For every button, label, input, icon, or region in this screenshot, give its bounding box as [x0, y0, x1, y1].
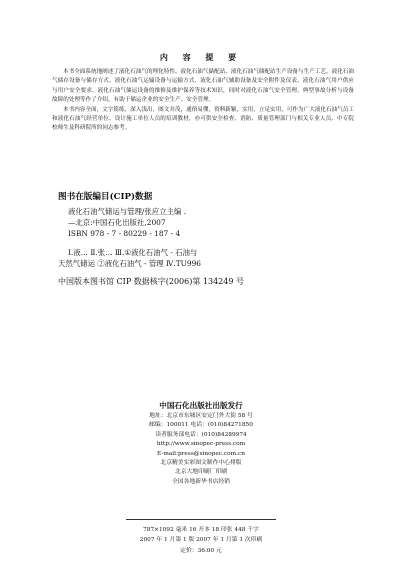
cip-classification-line: 天然气储运 ②液化石油气 - 管理 Ⅳ.TU996: [58, 258, 201, 268]
divider: [126, 519, 276, 520]
cip-isbn-line: ISBN 978 - 7 - 80229 - 187 - 4: [68, 229, 181, 239]
cip-record-number: 中国版本图书馆 CIP 数据核字(2006)第 134249 号: [58, 277, 244, 286]
publisher-postcode-phone: 邮编：100011 电话：(010)84271850: [149, 422, 253, 429]
cip-publisher-line: —北京:中国石化出版社,2007: [68, 218, 166, 228]
cip-classification-line: Ⅰ.液… Ⅱ.张… Ⅲ.①液化石油气 - 石油与: [68, 247, 198, 257]
printer-line: 北京大地印刷厂印刷: [174, 469, 228, 476]
publisher-website: http://www.sinopec-press.com: [156, 441, 246, 448]
publisher-info: [0, 400, 402, 487]
cip-title-line: 液化石油气储运与管理/张应立主编 .: [68, 207, 187, 216]
cip-data: [58, 206, 288, 269]
edition-line: 2007 年 1 月第 1 版 2007 年 1 月第 1 次印刷: [139, 537, 263, 544]
summary-paragraph: 本书内容全面，文字简练，深入浅出，图文并茂，通俗易懂，资料新颖，实用，立足实用，可作为广大液化石油气员工和液化石油气经营单位、设计施工单位人员的培训教材，亦可供安全检查、消防、质量管理部门与相关专业人员、中专院校师生及科研院所的同志参考。: [52, 106, 354, 132]
format-line: 787×1092 毫米 16 开本 18 印张 448 千字: [143, 527, 259, 533]
price-line: 定价：36.00 元: [180, 547, 222, 554]
summary-title: 内 容 提 要: [159, 52, 243, 62]
summary-paragraph: 本书全面系统地阐述了液化石油气的理化特性、液化石油气储配站、液化石油气储配站生产设备与生产工艺、液化石油气储存设备与储存方式、液化石油气运输设备与运输方式、液化石油气辅助设备及安全附件及仪表、液化石油气用户供应与用户安全要求、液化石油气储运设备的维修及维护保养等技术知识，同时对液化石油气安全管理、典型事故分析与设备故障的处理等作了介绍，有助于储运企业的安全生产、安全管理。: [52, 69, 354, 104]
typesetter-line: 北京精美实彩图文制作中心排版: [160, 460, 242, 467]
cip-heading: 图书在版编目(CIP)数据: [58, 192, 153, 202]
publisher-address: 地址：北京市东城区安定门外大街 58 号: [149, 413, 253, 419]
publisher-name: 中国石化出版社出版发行: [159, 401, 243, 410]
summary-body: [52, 68, 354, 134]
print-specs: [0, 519, 402, 556]
publisher-service-phone: 读者服务部电话：(010)84289974: [155, 431, 247, 438]
distributor-line: 全国各地新华书店经销: [172, 478, 230, 485]
publisher-email: E-mail:press@sinopec.com.cn: [157, 450, 245, 457]
